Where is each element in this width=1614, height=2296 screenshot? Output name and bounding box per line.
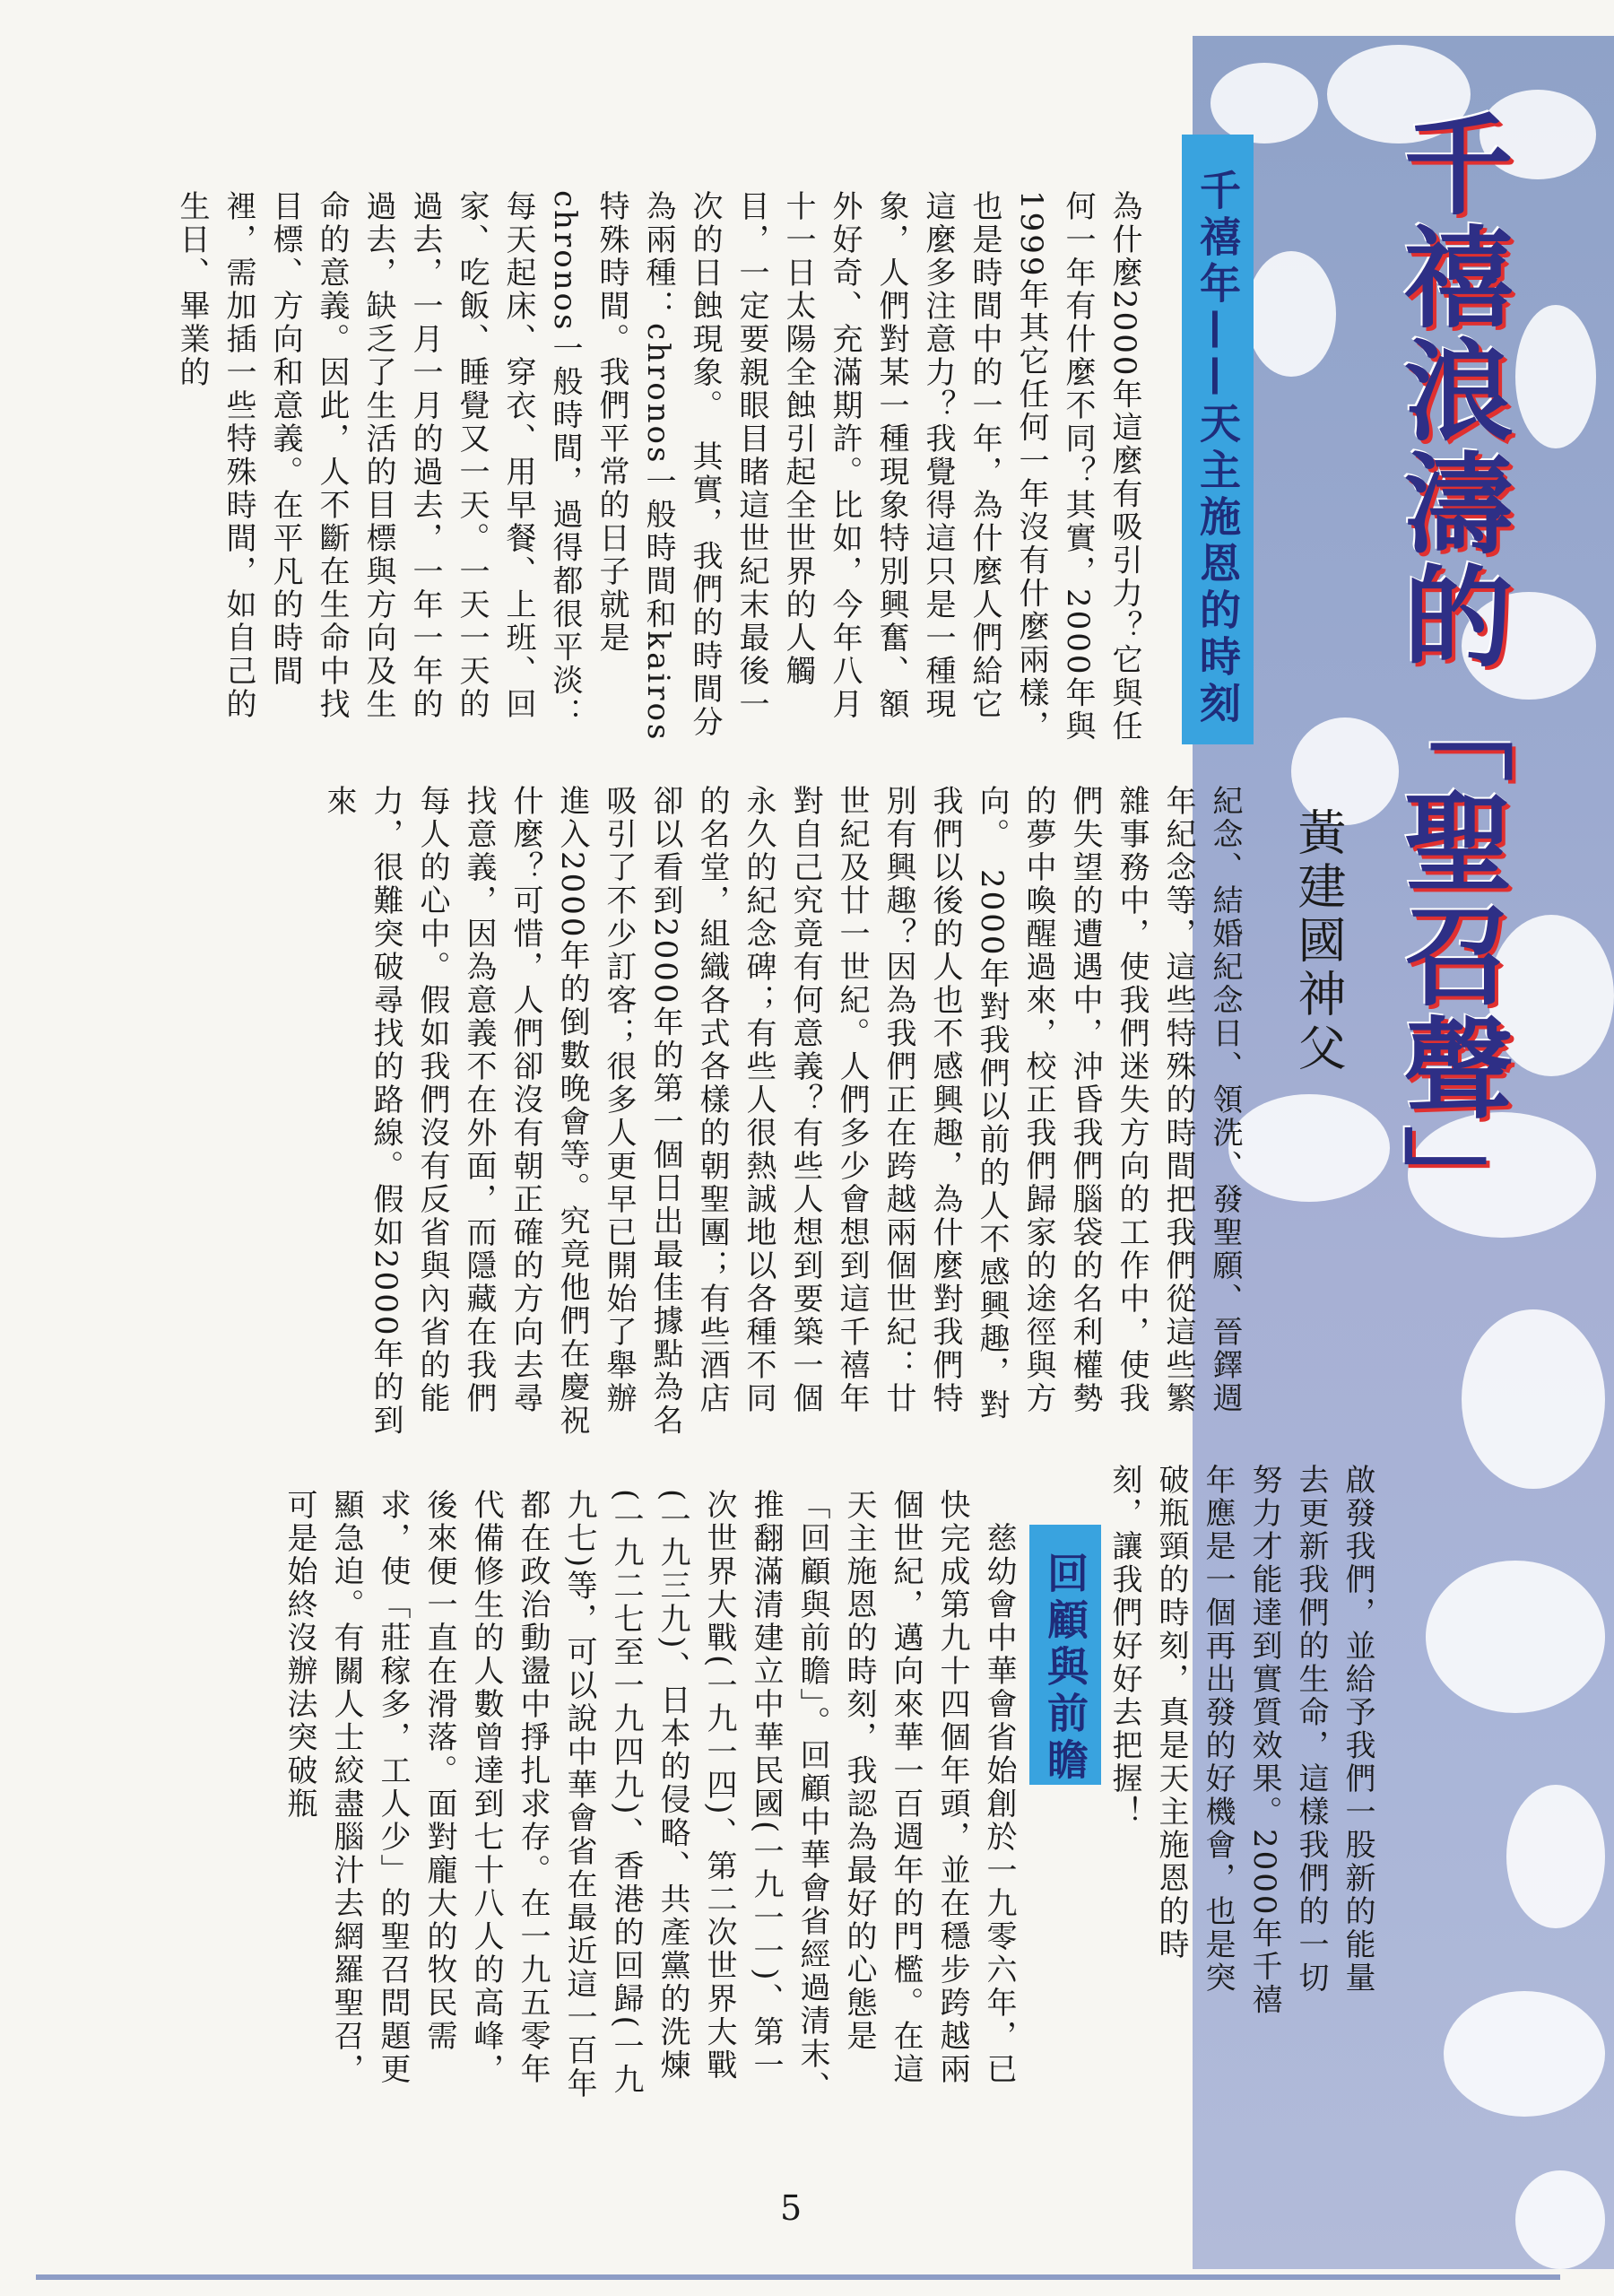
page-number: 5 <box>780 2188 803 2228</box>
bottom-rule <box>36 2274 1560 2280</box>
section-tag-millennium: 千禧年——天主施恩的時刻 <box>1182 135 1254 744</box>
body-column-bottom: 慈幼會中華會省始創於一九零六年，已快完成第九十四個年頭，並在穩步跨越兩個世紀，邁向來華一百週年的門檻。在這天主施恩的時刻，我認為最好的心態是「回顧與前瞻」。回顧中華會省經過清末、推翻滿清建立中華民國(一九一一)、第一次世界大戰(一九一四)、第二次世界大戰(一九三九)、日本的侵略、共產黨的洗煉(一九二七至一九四九)、香港的回歸(一九九七)等，可以說中華會省在最近這一百年都在政治動盪中掙扎求存。在一九五零年代備修生的人數曾達到七十八人的高峰，後來便一直在滑落。面對龐大的牧民需求，使「莊稼多，工人少」的聖召問題更顯急迫。有關人士絞盡腦汁去網羅聖召，可是始終沒辦法突破瓶 <box>282 1489 1017 2104</box>
article-headline: 千禧浪濤的「聖召聲」 <box>1385 108 1514 1238</box>
body-column-left: 為什麼2000年這麼有吸引力？它與任何一年有什麼不同？其實，2000年與1999年其它任何一年沒有什麼兩樣，也是時間中的一年，為什麼人們給它這麼多注意力？我覺得這只是一種現象，人們對某一種現象特別興奮、額外好奇、充滿期許。比如，今年八月十一日太陽全蝕引起全世界的人觸目，一定要親眼目睹這世紀末最後一次的日蝕現象。 其實，我們的時間分為兩種：chronos一般時間和kairos特殊時間。我們平常的日子就是chronos一般時間，過得都很平淡：每天起床、穿衣、用早餐、上班、回家、吃飯、睡覺又一天。一天一天的過去，一月一月的過去，一年一年的過去，缺乏了生活的目標與方向及生命的意義。因此，人不斷在生命中找目標、方向和意義。在平凡的時間裡，需加插一些特殊時間，如自己的生日、畢業的 <box>174 190 1142 744</box>
body-column-middle: 紀念、結婚紀念日、領洗、發聖願、晉鐸週年紀念等，這些特殊的時間把我們從這些繁雜事務中，使我們迷失方向的工作中，使我們失望的遭遇中，沖昏我們腦袋的名利權勢的夢中喚醒過來，校正我們歸家的途徑與方向。 2000年對我們以前的人不感興趣，對我們以後的人也不感興趣，為什麼對我們特別有興趣？因為我們正在跨越兩個世紀：廿世紀及廿一世紀。人們多少會想到這千禧年對自己究竟有何意義？有些人想到要築一個永久的紀念碑；有些人很熱誠地以各種不同的名堂，組織各式各樣的朝聖團；有些酒店卻以看到2000年的第一個日出最佳據點為名吸引了不少訂客；很多人更早已開始了舉辦進入2000年的倒數晚會等。究竟他們在慶祝什麼？可惜，人們卻沒有朝正確的方向去尋找意義，因為意義不在外面，而隱藏在我們每人的心中。假如我們沒有反省與內省的能力，很難突破尋找的路線。假如2000年的到來 <box>321 785 1243 1438</box>
section-tag-review: 回顧與前瞻 <box>1029 1525 1101 1785</box>
body-column-right: 啟發我們，並給予我們一股新的能量去更新我們的生命，這樣我們的一切努力才能達到實質效果。2000年千禧年應是一個再出發的好機會，也是突破瓶頸的時刻，真是天主施恩的時刻，讓我們好好去把握！ <box>1106 1464 1375 2017</box>
author-byline: 黃建國神父 <box>1290 807 1347 1076</box>
